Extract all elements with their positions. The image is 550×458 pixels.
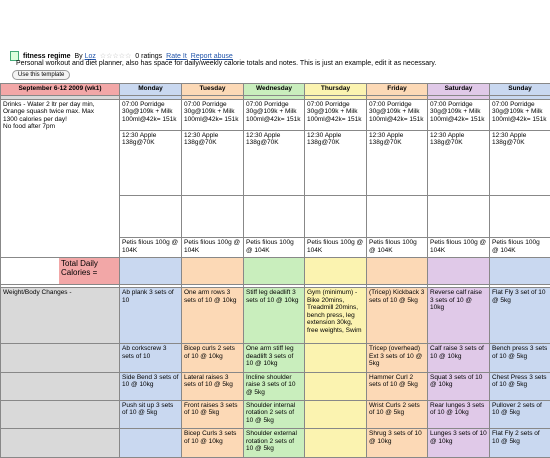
total-daily-calories-label: Total Daily Calories = [59,258,119,284]
notes-line: 1300 calories per day! [3,115,67,123]
author-byline [74,53,95,60]
breakfast-cell[interactable]: 07:00 Porridge 30g@109k + Milk 100ml@42k= 151k [428,99,490,130]
exercise-cell[interactable]: Lunges 3 sets of 10 @ 10kg [428,429,490,458]
header-sunday[interactable]: Sunday [490,84,550,96]
header-tuesday[interactable]: Tuesday [182,84,244,96]
exercise-cell[interactable]: Flat Fly 2 sets of 10 @ 5kg [490,429,550,458]
empty-cell[interactable] [305,195,367,237]
header-monday[interactable]: Monday [120,84,182,96]
exercise-cell[interactable]: One arm stiff leg deadlift 3 sets of 10 @ 10kg [244,344,305,372]
header-saturday[interactable]: Saturday [428,84,490,96]
exercise-cell[interactable]: Front raises 3 sets of 10 @ 5kg [182,400,244,428]
total-cell[interactable] [490,258,550,285]
exercise-cell[interactable] [305,344,367,372]
total-cell[interactable] [120,258,182,285]
breakfast-cell[interactable]: 07:00 Porridge 30g@109k + Milk 100ml@42k= 151k [244,99,305,130]
ratings-count: 0 ratings [135,52,163,60]
exercise-cell[interactable]: Bench press 3 sets of 10 @ 5kg [490,344,550,372]
total-cell[interactable] [367,258,428,285]
exercise-cell[interactable]: Shoulder external rotation 2 sets of 10 @ 5kg [244,429,305,458]
use-template-button[interactable]: Use this template [12,70,70,80]
exercise-cell[interactable]: Tricep (overhead) Ext 3 sets of 10 @ 5kg [367,344,428,372]
lunch-cell[interactable]: 12:30 Apple 138g@70K [305,130,367,195]
week-label-cell[interactable]: September 6-12 2009 (wk1) [1,84,120,96]
exercise-cell[interactable]: Pullover 2 sets of 10 @ 5kg [490,400,550,428]
template-description: Personal workout and diet planner, also has space for daily/weekly calorie totals and notes. This is just an example, edit it as necessary. [16,60,437,67]
exercise-row [1,372,550,400]
exercise-cell[interactable]: Shrug 3 sets of 10 @ 10kg [367,429,428,458]
exercise-cell[interactable]: Push sit up 3 sets of 10 @ 5kg [120,400,182,428]
breakfast-row [1,99,550,130]
exercise-cell[interactable] [120,429,182,458]
planner-sheet [0,83,550,458]
header-friday[interactable]: Friday [367,84,428,96]
rating-stars-icon[interactable]: ☆☆☆☆☆ [99,53,132,60]
total-cell[interactable] [244,258,305,285]
breakfast-cell[interactable]: 07:00 Porridge 30g@109k + Milk 100ml@42k= 151k [305,99,367,130]
exercise-cell[interactable]: Hammer Curl 2 sets of 10 @ 5kg [367,372,428,400]
dinner-cell[interactable]: Petis filous 100g @ 104K [490,238,550,258]
total-spacer [1,258,59,284]
total-cell[interactable] [182,258,244,285]
lunch-cell[interactable]: 12:30 Apple 138g@70K [367,130,428,195]
dinner-cell[interactable]: Petis filous 100g @ 104K [120,238,182,258]
exercise-cell[interactable]: Ab corkscrew 3 sets of 10 [120,344,182,372]
header-wednesday[interactable]: Wednesday [244,84,305,96]
exercise-cell[interactable] [305,372,367,400]
dinner-cell[interactable]: Petis filous 100g @ 104K [367,238,428,258]
by-prefix: By [74,52,83,60]
dinner-cell[interactable]: Petis filous 100g @ 104K [428,238,490,258]
exercise-cell[interactable]: (Tricep) Kickback 3 sets of 10 @ 5kg [367,288,428,344]
exercise-cell[interactable]: Bicep Curls 3 sets of 10 @ 10kg [182,429,244,458]
exercise-row [1,429,550,458]
empty-cell[interactable] [244,195,305,237]
total-cell[interactable] [305,258,367,285]
exercise-cell[interactable]: Chest Press 3 sets of 10 @ 5kg [490,372,550,400]
lunch-cell[interactable]: 12:30 Apple 138g@70K [244,130,305,195]
breakfast-cell[interactable]: 07:00 Porridge 30g@109k + Milk 100ml@42k= 151k [490,99,550,130]
empty-cell[interactable] [428,195,490,237]
exercise-row [1,400,550,428]
notes-line: No food after 7pm [3,123,56,131]
exercise-cell[interactable]: Rear lunges 3 sets of 10 @ 10kg [428,400,490,428]
breakfast-cell[interactable]: 07:00 Porridge 30g@109k + Milk 100ml@42k= 151k [367,99,428,130]
total-row-label-cell [1,258,120,285]
exercise-cell[interactable]: Flat Fly 3 set of 10 @ 5kg [490,288,550,344]
exercise-cell[interactable]: Calf raise 3 sets of 10 @ 10kg [428,344,490,372]
notes-cell[interactable] [1,99,120,258]
empty-cell[interactable] [490,195,550,237]
lunch-cell[interactable]: 12:30 Apple 138g@70K [428,130,490,195]
header-thursday[interactable]: Thursday [305,84,367,96]
exercise-cell[interactable] [305,429,367,458]
rate-it-link[interactable]: Rate It [166,52,187,60]
exercise-cell[interactable]: Squat 3 sets of 10 @ 10kg [428,372,490,400]
exercise-cell[interactable]: One arm rows 3 sets of 10 @ 10kg [182,288,244,344]
lunch-cell[interactable]: 12:30 Apple 138g@70K [182,130,244,195]
empty-cell[interactable] [1,400,120,428]
empty-cell[interactable] [367,195,428,237]
notes-line: Drinks - Water 2 ltr per day min, [3,100,95,108]
breakfast-cell[interactable]: 07:00 Porridge 30g@109k + Milk 100ml@42k= 151k [182,99,244,130]
empty-cell[interactable] [1,429,120,458]
exercise-cell[interactable]: Gym (minimum) - Bike 20mins, Treadmill 20mins, bench press, leg extension 30kg, free weights, Swim [305,288,367,344]
exercise-cell[interactable]: Incline shoulder raise 3 sets of 10 @ 5kg [244,372,305,400]
exercise-row [1,344,550,372]
empty-cell[interactable] [1,344,120,372]
exercise-cell[interactable]: Stiff leg deadlift 3 sets of 10 @ 10kg [244,288,305,344]
dinner-cell[interactable]: Petis filous 100g @ 104K [244,238,305,258]
dinner-cell[interactable]: Petis filous 100g @ 104K [182,238,244,258]
exercise-row [1,288,550,344]
exercise-cell[interactable]: Side Bend 3 sets of 10 @ 10kg [120,372,182,400]
empty-cell[interactable] [182,195,244,237]
total-cell[interactable] [428,258,490,285]
empty-cell[interactable] [1,372,120,400]
exercise-cell[interactable]: Reverse calf raise 3 sets of 10 @ 10kg [428,288,490,344]
exercise-cell[interactable]: Wrist Curls 2 sets of 10 @ 5kg [367,400,428,428]
notes-line: Orange squash twice max. Max [3,108,95,116]
breakfast-cell[interactable]: 07:00 Porridge 30g@109k + Milk 100ml@42k= 151k [120,99,182,130]
exercise-cell[interactable]: Lateral raises 3 sets of 10 @ 5kg [182,372,244,400]
report-abuse-link[interactable]: Report abuse [190,52,233,60]
template-title: fitness regime [23,52,71,60]
empty-cell[interactable] [120,195,182,237]
weight-changes-label[interactable]: Weight/Body Changes - [1,288,120,344]
exercise-cell[interactable]: Bicep curls 2 sets of 10 @ 10kg [182,344,244,372]
lunch-cell[interactable]: 12:30 Apple 138g@70K [490,130,550,195]
total-calories-row [1,258,550,285]
lunch-cell[interactable]: 12:30 Apple 138g@70K [120,130,182,195]
exercise-cell[interactable] [305,400,367,428]
day-header-row [1,84,550,96]
dinner-cell[interactable]: Petis filous 100g @ 104K [305,238,367,258]
exercise-cell[interactable]: Shoulder internal rotation 2 sets of 10 @ 5kg [244,400,305,428]
exercise-cell[interactable]: Ab plank 3 sets of 10 [120,288,182,344]
author-link[interactable]: Loz [84,52,96,60]
